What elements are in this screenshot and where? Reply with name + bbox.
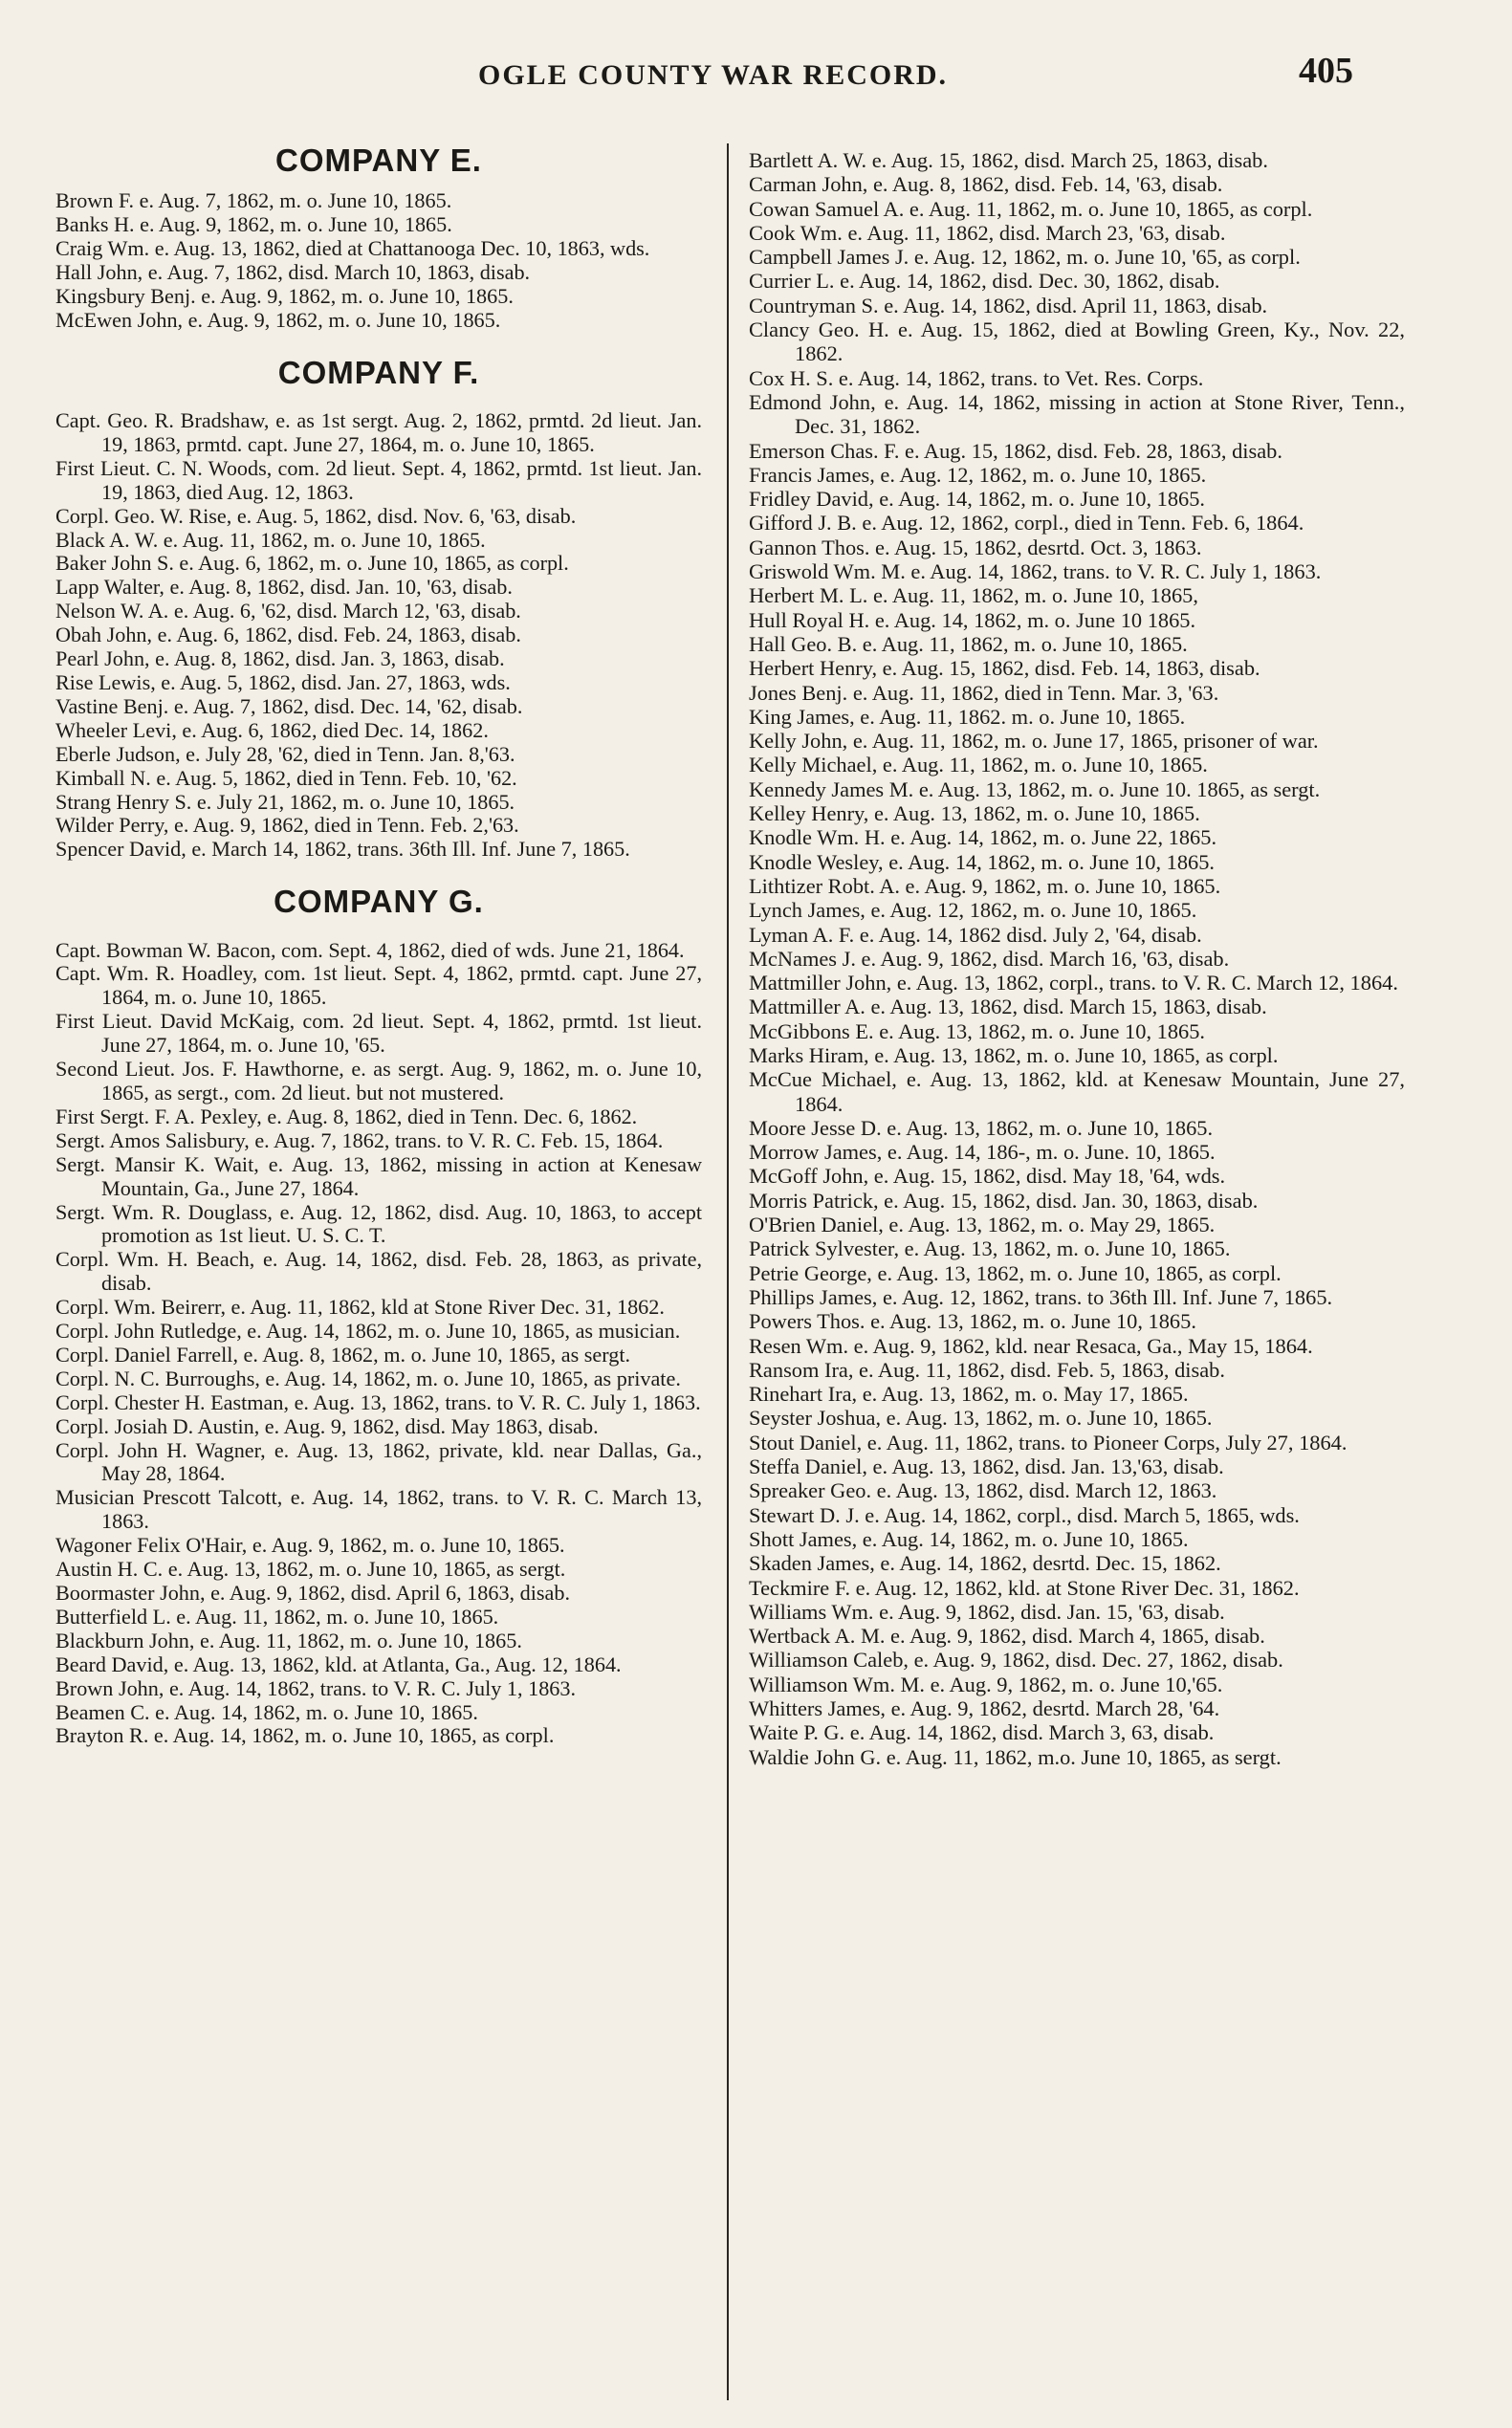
roster-entry: Mattmiller John, e. Aug. 13, 1862, corpl., trans. to V. R. C. March 12, 1864.	[749, 971, 1398, 995]
roster-entry: Whitters James, e. Aug. 9, 1862, desrtd. March 28, '64.	[749, 1696, 1220, 1720]
roster-entry: Banks H. e. Aug. 9, 1862, m. o. June 10, 1865.	[55, 212, 452, 237]
roster-entry: Edmond John, e. Aug. 14, 1862, missing in action at Stone River, Tenn., Dec. 31, 1862.	[749, 389, 1405, 439]
roster-entry: Resen Wm. e. Aug. 9, 1862, kld. near Resaca, Ga., May 15, 1864.	[749, 1333, 1313, 1358]
roster-entry: Corpl. John H. Wagner, e. Aug. 13, 1862, private, kld. near Dallas, Ga., May 28, 1864.	[55, 1437, 702, 1486]
roster-entry: Austin H. C. e. Aug. 13, 1862, m. o. June 10, 1865, as sergt.	[55, 1557, 566, 1582]
roster-entry: Lapp Walter, e. Aug. 8, 1862, disd. Jan. 10, '63, disab.	[55, 575, 513, 600]
roster-entry: Capt. Wm. R. Hoadley, com. 1st lieut. Sept. 4, 1862, prmtd. capt. June 27, 1864, m. o. June 10, 1865.	[55, 961, 702, 1010]
roster-entry: Lyman A. F. e. Aug. 14, 1862 disd. July 2, '64, disab.	[749, 922, 1202, 947]
roster-entry: Phillips James, e. Aug. 12, 1862, trans. to 36th Ill. Inf. June 7, 1865.	[749, 1284, 1333, 1309]
roster-entry: Clancy Geo. H. e. Aug. 15, 1862, died at Bowling Green, Ky., Nov. 22, 1862.	[749, 317, 1405, 366]
roster-entry: Francis James, e. Aug. 12, 1862, m. o. June 10, 1865.	[749, 462, 1207, 487]
roster-entry: Corpl. Daniel Farrell, e. Aug. 8, 1862, m. o. June 10, 1865, as sergt.	[55, 1342, 631, 1367]
roster-entry: McGoff John, e. Aug. 15, 1862, disd. May 18, '64, wds.	[749, 1164, 1226, 1189]
roster-entry: Sergt. Mansir K. Wait, e. Aug. 13, 1862, missing in action at Kenesaw Mountain, Ga., June 27, 1864.	[55, 1151, 702, 1200]
roster-entry: McEwen John, e. Aug. 9, 1862, m. o. June 10, 1865.	[55, 307, 501, 332]
column-divider	[727, 143, 729, 2400]
roster-entry: O'Brien Daniel, e. Aug. 13, 1862, m. o. May 29, 1865.	[749, 1213, 1216, 1237]
roster-entry: Cox H. S. e. Aug. 14, 1862, trans. to Vet. Res. Corps.	[749, 365, 1204, 390]
roster-entry: Kelley Henry, e. Aug. 13, 1862, m. o. June 10, 1865.	[749, 801, 1200, 826]
roster-entry: Stout Daniel, e. Aug. 11, 1862, trans. to Pioneer Corps, July 27, 1864.	[749, 1430, 1348, 1455]
company-heading: COMPANY F.	[277, 354, 480, 390]
roster-entry: Brown F. e. Aug. 7, 1862, m. o. June 10, 1865.	[55, 188, 452, 213]
roster-entry: Knodle Wesley, e. Aug. 14, 1862, m. o. June 10, 1865.	[749, 849, 1216, 874]
roster-entry: Nelson W. A. e. Aug. 6, '62, disd. March 12, '63, disab.	[55, 599, 521, 623]
roster-entry: Gannon Thos. e. Aug. 15, 1862, desrtd. Oct. 3, 1863.	[749, 535, 1202, 559]
roster-entry: Brayton R. e. Aug. 14, 1862, m. o. June 10, 1865, as corpl.	[55, 1723, 555, 1748]
roster-entry: Beard David, e. Aug. 13, 1862, kld. at Atlanta, Ga., Aug. 12, 1864.	[55, 1651, 622, 1676]
roster-entry: Mattmiller A. e. Aug. 13, 1862, disd. March 15, 1863, disab.	[749, 995, 1267, 1019]
roster-entry: Capt. Geo. R. Bradshaw, e. as 1st sergt. Aug. 2, 1862, prmtd. 2d lieut. Jan. 19, 1863, prmtd. capt. June 27, 1864, m. o. June 10, 1865.	[55, 408, 702, 456]
roster-entry: Gifford J. B. e. Aug. 12, 1862, corpl., died in Tenn. Feb. 6, 1864.	[749, 511, 1304, 536]
roster-entry: Butterfield L. e. Aug. 11, 1862, m. o. June 10, 1865.	[55, 1604, 499, 1629]
roster-entry: Rise Lewis, e. Aug. 5, 1862, disd. Jan. 27, 1863, wds.	[55, 670, 511, 694]
roster-entry: Corpl. Wm. Beirerr, e. Aug. 11, 1862, kld at Stone River Dec. 31, 1862.	[55, 1295, 665, 1320]
roster-entry: Corpl. N. C. Burroughs, e. Aug. 14, 1862, m. o. June 10, 1865, as private.	[55, 1366, 681, 1390]
roster-entry: King James, e. Aug. 11, 1862. m. o. June 10, 1865.	[749, 704, 1186, 729]
roster-entry: Strang Henry S. e. July 21, 1862, m. o. June 10, 1865.	[55, 789, 515, 814]
roster-entry: Pearl John, e. Aug. 8, 1862, disd. Jan. 3, 1863, disab.	[55, 646, 505, 671]
roster-entry: Knodle Wm. H. e. Aug. 14, 1862, m. o. June 22, 1865.	[749, 825, 1217, 850]
roster-entry: Williams Wm. e. Aug. 9, 1862, disd. Jan. 15, '63, disab.	[749, 1599, 1225, 1624]
roster-entry: Shott James, e. Aug. 14, 1862, m. o. June 10, 1865.	[749, 1526, 1189, 1551]
roster-entry: McNames J. e. Aug. 9, 1862, disd. March 16, '63, disab.	[749, 946, 1230, 971]
roster-entry: Morris Patrick, e. Aug. 15, 1862, disd. Jan. 30, 1863, disab.	[749, 1188, 1259, 1213]
roster-entry: Marks Hiram, e. Aug. 13, 1862, m. o. June 10, 1865, as corpl.	[749, 1042, 1279, 1067]
roster-entry: Boormaster John, e. Aug. 9, 1862, disd. April 6, 1863, disab.	[55, 1581, 571, 1606]
roster-entry: Hall John, e. Aug. 7, 1862, disd. March 10, 1863, disab.	[55, 260, 531, 285]
roster-entry: Jones Benj. e. Aug. 11, 1862, died in Tenn. Mar. 3, '63.	[749, 680, 1219, 705]
roster-entry: Waldie John G. e. Aug. 11, 1862, m.o. June 10, 1865, as sergt.	[749, 1744, 1282, 1769]
roster-entry: Griswold Wm. M. e. Aug. 14, 1862, trans. to V. R. C. July 1, 1863.	[749, 559, 1322, 584]
roster-entry: Baker John S. e. Aug. 6, 1862, m. o. June 10, 1865, as corpl.	[55, 551, 569, 576]
roster-entry: Blackburn John, e. Aug. 11, 1862, m. o. June 10, 1865.	[55, 1628, 522, 1652]
company-heading: COMPANY G.	[274, 884, 484, 920]
roster-entry: First Lieut. C. N. Woods, com. 2d lieut. Sept. 4, 1862, prmtd. 1st lieut. Jan. 19, 1863, died Aug. 12, 1863.	[55, 455, 702, 504]
roster-entry: Countryman S. e. Aug. 14, 1862, disd. April 11, 1863, disab.	[749, 293, 1268, 317]
roster-entry: McCue Michael, e. Aug. 13, 1862, kld. at Kenesaw Mountain, June 27, 1864.	[749, 1067, 1405, 1116]
roster-entry: Wilder Perry, e. Aug. 9, 1862, died in Tenn. Feb. 2,'63.	[55, 813, 519, 838]
roster-entry: Beamen C. e. Aug. 14, 1862, m. o. June 10, 1865.	[55, 1699, 478, 1724]
roster-entry: Herbert Henry, e. Aug. 15, 1862, disd. Feb. 14, 1863, disab.	[749, 656, 1260, 681]
left-column	[55, 143, 702, 1748]
roster-entry: Bartlett A. W. e. Aug. 15, 1862, disd. March 25, 1863, disab.	[749, 148, 1268, 172]
roster-entry: Corpl. Wm. H. Beach, e. Aug. 14, 1862, disd. Feb. 28, 1863, as private, disab.	[55, 1247, 702, 1296]
roster-entry: Rinehart Ira, e. Aug. 13, 1862, m. o. May 17, 1865.	[749, 1382, 1189, 1407]
roster-entry: Morrow James, e. Aug. 14, 186-, m. o. June. 10, 1865.	[749, 1140, 1216, 1165]
roster-entry: Lynch James, e. Aug. 12, 1862, m. o. June 10, 1865.	[749, 898, 1197, 923]
roster-entry: First Sergt. F. A. Pexley, e. Aug. 8, 1862, died in Tenn. Dec. 6, 1862.	[55, 1104, 638, 1128]
roster-entry: Spreaker Geo. e. Aug. 13, 1862, disd. March 12, 1863.	[749, 1478, 1217, 1503]
roster-entry: Ransom Ira, e. Aug. 11, 1862, disd. Feb. 5, 1863, disab.	[749, 1357, 1225, 1382]
roster-entry: First Lieut. David McKaig, com. 2d lieut. Sept. 4, 1862, prmtd. 1st lieut. June 27, 1864, m. o. June 10, '65.	[55, 1009, 702, 1058]
roster-entry: Sergt. Amos Salisbury, e. Aug. 7, 1862, trans. to V. R. C. Feb. 15, 1864.	[55, 1127, 664, 1152]
roster-entry: Cook Wm. e. Aug. 11, 1862, disd. March 23, '63, disab.	[749, 220, 1226, 245]
roster-entry: Herbert M. L. e. Aug. 11, 1862, m. o. June 10, 1865,	[749, 583, 1198, 608]
company-heading: COMPANY E.	[275, 142, 482, 178]
roster-entry: Campbell James J. e. Aug. 12, 1862, m. o. June 10, '65, as corpl.	[749, 245, 1301, 270]
roster-entry: Skaden James, e. Aug. 14, 1862, desrtd. Dec. 15, 1862.	[749, 1551, 1221, 1576]
page-number: 405	[1299, 51, 1353, 91]
roster-entry: Craig Wm. e. Aug. 13, 1862, died at Chattanooga Dec. 10, 1863, wds.	[55, 236, 650, 261]
roster-entry: Teckmire F. e. Aug. 12, 1862, kld. at Stone River Dec. 31, 1862.	[749, 1575, 1300, 1600]
roster-entry: Patrick Sylvester, e. Aug. 13, 1862, m. o. June 10, 1865.	[749, 1236, 1231, 1261]
roster-entry: Kelly John, e. Aug. 11, 1862, m. o. June 17, 1865, prisoner of war.	[749, 729, 1319, 754]
roster-entry: Kimball N. e. Aug. 5, 1862, died in Tenn. Feb. 10, '62.	[55, 765, 517, 790]
roster-entry: Fridley David, e. Aug. 14, 1862, m. o. June 10, 1865.	[749, 487, 1206, 512]
roster-entry: Corpl. Geo. W. Rise, e. Aug. 5, 1862, disd. Nov. 6, '63, disab.	[55, 503, 577, 528]
roster-entry: Capt. Bowman W. Bacon, com. Sept. 4, 1862, died of wds. June 21, 1864.	[55, 937, 685, 962]
roster-entry: Obah John, e. Aug. 6, 1862, disd. Feb. 24, 1863, disab.	[55, 623, 521, 647]
roster-entry: Steffa Daniel, e. Aug. 13, 1862, disd. Jan. 13,'63, disab.	[749, 1455, 1224, 1479]
roster-entry: Vastine Benj. e. Aug. 7, 1862, disd. Dec. 14, '62, disab.	[55, 693, 523, 718]
roster-entry: Second Lieut. Jos. F. Hawthorne, e. as sergt. Aug. 9, 1862, m. o. June 10, 1865, as sergt., com. 2d lieut. but not mustered.	[55, 1057, 702, 1105]
roster-entry: Corpl. John Rutledge, e. Aug. 14, 1862, m. o. June 10, 1865, as musician.	[55, 1319, 681, 1344]
roster-entry: Williamson Caleb, e. Aug. 9, 1862, disd. Dec. 27, 1862, disab.	[749, 1648, 1283, 1673]
roster-entry: Stewart D. J. e. Aug. 14, 1862, corpl., disd. March 5, 1865, wds.	[749, 1502, 1300, 1527]
roster-entry: Wheeler Levi, e. Aug. 6, 1862, died Dec. 14, 1862.	[55, 717, 489, 742]
roster-entry: Kennedy James M. e. Aug. 13, 1862, m. o. June 10. 1865, as sergt.	[749, 777, 1321, 801]
right-column	[749, 148, 1405, 1769]
roster-entry: Emerson Chas. F. e. Aug. 15, 1862, disd. Feb. 28, 1863, disab.	[749, 438, 1282, 463]
roster-entry: Currier L. e. Aug. 14, 1862, disd. Dec. 30, 1862, disab.	[749, 269, 1220, 294]
roster-entry: Waite P. G. e. Aug. 14, 1862, disd. March 3, 63, disab.	[749, 1720, 1215, 1745]
running-title: OGLE COUNTY WAR RECORD.	[478, 59, 949, 91]
roster-entry: Wertback A. M. e. Aug. 9, 1862, disd. March 4, 1865, disab.	[749, 1624, 1265, 1649]
roster-entry: Kelly Michael, e. Aug. 11, 1862, m. o. June 10, 1865.	[749, 753, 1208, 777]
roster-entry: Musician Prescott Talcott, e. Aug. 14, 1862, trans. to V. R. C. March 13, 1863.	[55, 1485, 702, 1534]
roster-entry: Eberle Judson, e. July 28, '62, died in Tenn. Jan. 8,'63.	[55, 741, 515, 766]
roster-entry: Sergt. Wm. R. Douglass, e. Aug. 12, 1862, disd. Aug. 10, 1863, to accept promotion as 1st lieut. U. S. C. T.	[55, 1199, 702, 1248]
roster-entry: Hull Royal H. e. Aug. 14, 1862, m. o. June 10 1865.	[749, 607, 1196, 632]
roster-entry: Kingsbury Benj. e. Aug. 9, 1862, m. o. June 10, 1865.	[55, 283, 514, 308]
roster-entry: Lithtizer Robt. A. e. Aug. 9, 1862, m. o. June 10, 1865.	[749, 873, 1221, 898]
roster-entry: Spencer David, e. March 14, 1862, trans. 36th Ill. Inf. June 7, 1865.	[55, 837, 630, 862]
roster-entry: Moore Jesse D. e. Aug. 13, 1862, m. o. June 10, 1865.	[749, 1115, 1214, 1140]
roster-entry: Black A. W. e. Aug. 11, 1862, m. o. June 10, 1865.	[55, 527, 486, 552]
roster-entry: Corpl. Josiah D. Austin, e. Aug. 9, 1862, disd. May 1863, disab.	[55, 1413, 599, 1438]
roster-entry: Cowan Samuel A. e. Aug. 11, 1862, m. o. June 10, 1865, as corpl.	[749, 196, 1313, 221]
roster-entry: Seyster Joshua, e. Aug. 13, 1862, m. o. June 10, 1865.	[749, 1406, 1213, 1431]
roster-entry: Williamson Wm. M. e. Aug. 9, 1862, m. o. June 10,'65.	[749, 1672, 1223, 1696]
roster-entry: Brown John, e. Aug. 14, 1862, trans. to V. R. C. July 1, 1863.	[55, 1675, 577, 1700]
roster-entry: Corpl. Chester H. Eastman, e. Aug. 13, 1862, trans. to V. R. C. July 1, 1863.	[55, 1389, 701, 1414]
roster-entry: McGibbons E. e. Aug. 13, 1862, m. o. June 10, 1865.	[749, 1018, 1206, 1043]
roster-entry: Carman John, e. Aug. 8, 1862, disd. Feb. 14, '63, disab.	[749, 172, 1223, 197]
roster-entry: Hall Geo. B. e. Aug. 11, 1862, m. o. June 10, 1865.	[749, 631, 1188, 656]
roster-entry: Powers Thos. e. Aug. 13, 1862, m. o. June 10, 1865.	[749, 1309, 1196, 1334]
roster-entry: Wagoner Felix O'Hair, e. Aug. 9, 1862, m. o. June 10, 1865.	[55, 1533, 565, 1558]
roster-entry: Petrie George, e. Aug. 13, 1862, m. o. June 10, 1865, as corpl.	[749, 1260, 1282, 1285]
